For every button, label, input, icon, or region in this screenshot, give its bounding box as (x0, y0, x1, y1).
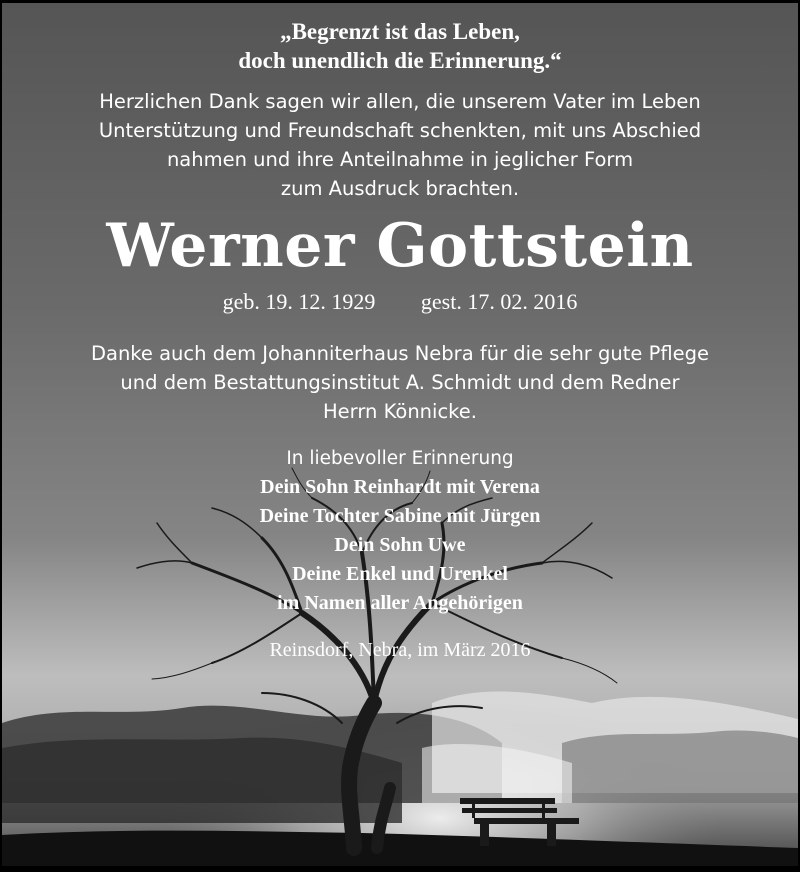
birth-date: geb. 19. 12. 1929 (222, 289, 376, 314)
motto-line-2: doch unendlich die Erinnerung.“ (238, 48, 562, 73)
thanks-paragraph-2 (2, 339, 798, 426)
obituary-card (2, 3, 798, 866)
death-date: gest. 17. 02. 2016 (420, 289, 578, 314)
thanks2-line: und dem Bestattungsinstitut A. Schmidt und dem Redner (120, 371, 680, 394)
signature-intro: In liebevoller Erinnerung (286, 448, 514, 469)
thanks2-line: Danke auch dem Johanniterhaus Nebra für die sehr gute Pflege (90, 342, 710, 365)
thanks2-line: Herrn Könnicke. (323, 400, 477, 423)
thanks-line: Unterstützung und Freundschaft schenkten, mit uns Abschied (98, 119, 702, 142)
signature-block (2, 444, 798, 618)
life-dates (2, 287, 798, 317)
motto (2, 17, 798, 75)
deceased-name: Werner Gottstein (106, 211, 694, 281)
thanks-line: nahmen und ihre Anteilnahme in jeglicher Form (166, 148, 634, 171)
mourner-line: Dein Sohn Uwe (334, 534, 466, 556)
motto-line-1: „Begrenzt ist das Leben, (280, 19, 520, 44)
mourner-line: Deine Tochter Sabine mit Jürgen (259, 505, 541, 527)
thanks-line: Herzlichen Dank sagen wir allen, die unserem Vater im Leben (99, 90, 701, 113)
mourner-line: Deine Enkel und Urenkel (292, 563, 508, 585)
mourner-line: Dein Sohn Reinhardt mit Verena (260, 476, 540, 498)
thanks-paragraph (2, 87, 798, 203)
place-and-date: Reinsdorf, Nebra, im März 2016 (269, 639, 531, 661)
mourner-line: im Namen aller Angehörigen (277, 592, 523, 614)
thanks-line: zum Ausdruck brachten. (280, 177, 520, 200)
